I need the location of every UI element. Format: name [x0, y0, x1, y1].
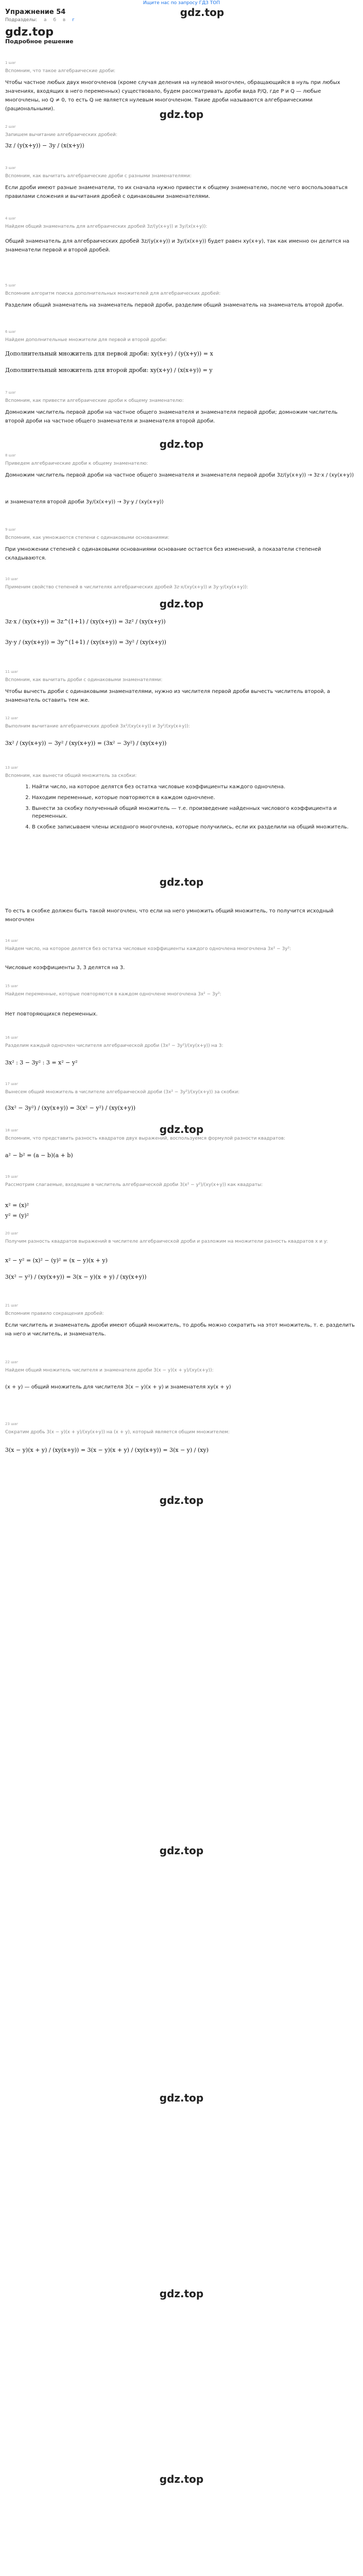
watermark: gdz.top	[159, 1844, 204, 1857]
solution-heading: Подробное решение	[5, 38, 74, 45]
step-label: 3 шаг	[5, 166, 16, 170]
step-label: 22 шаг	[5, 1360, 19, 1364]
step-formula: (3x² − 3y²) / (xy(x+y)) = 3(x² − y²) / (xy(x+y))	[5, 1105, 136, 1111]
step-text: Разделим общий знаменатель на знаменатель первой дроби, разделим общий знаменатель на знаменатель второй дроби.	[5, 302, 344, 308]
step-formula: 3y·y / (xy(x+y)) = 3y^(1+1) / (xy(x+y)) = 3y² / (xy(x+y))	[5, 639, 166, 646]
step-formula: a² − b² = (a − b)(a + b)	[5, 1152, 73, 1159]
step-text: Домножим числитель первой дроби на частное общего знаменателя и знаменателя первой дроби; домножим числитель второй дроби на частное общего знаменателя и знаменателя второй дроби.	[5, 410, 338, 424]
step-text: Общий знаменатель для алгебраических дробей 3z/(y(x+y)) и 3y/(x(x+y)) будет равен xy(x+y), так как именно он делится на знаменатели первой и второй дробей.	[5, 239, 350, 253]
step-text: Чтобы вычесть дроби с одинаковыми знаменателями, нужно из числителя первой дроби вычесть числитель второй, а знаменатель оставить тем же.	[5, 689, 331, 703]
factoring-steps-list	[11, 783, 363, 834]
step-text: При умножении степеней с одинаковыми основаниями основание остается без изменений, а показатели степеней складываются.	[5, 547, 321, 561]
step-desc: Вспомним, как вычитать дроби с одинаковыми знаменателями:	[5, 677, 163, 683]
watermark: gdz.top	[180, 6, 224, 19]
step-formula: x² − y² = (x)² − (y)² = (x − y)(x + y)	[5, 1257, 108, 1264]
search-notice[interactable]: Ищите нас по запросу ГДЗ ТОП	[143, 1, 220, 6]
step-label: 14 шаг	[5, 939, 19, 943]
step-formula: 3(x² − y²) / (xy(x+y)) = 3(x − y)(x + y) / (xy(x+y))	[5, 1274, 147, 1280]
tab-g[interactable]: г	[72, 18, 75, 23]
step-desc: Сократим дробь 3(x − y)(x + y)/(xy(x+y)) на (x + y), который является общим множителем:	[5, 1430, 230, 1435]
step-formula: 3z·x / (xy(x+y)) = 3z^(1+1) / (xy(x+y)) = 3z² / (xy(x+y))	[5, 618, 166, 625]
watermark: gdz.top	[159, 108, 204, 121]
step-label: 6 шаг	[5, 330, 16, 334]
step-desc: Вспомним, как привести алгебраические дроби к общему знаменателю:	[5, 398, 184, 403]
step-formula: 3x² : 3 − 3y² : 3 = x² − y²	[5, 1059, 78, 1066]
tab-b[interactable]: б	[53, 18, 56, 23]
step-desc: Найдем дополнительные множители для первой и второй дроби:	[5, 337, 167, 343]
step-label: 15 шаг	[5, 984, 19, 988]
step-formula: и знаменателя второй дроби 3y/(x(x+y)) → 3y·y / (xy(x+y))	[5, 499, 164, 505]
step-label: 23 шаг	[5, 1422, 19, 1426]
step-label: 7 шаг	[5, 391, 16, 395]
list-item: 3. Вынести за скобку полученный общий множитель — т.е. произведение найденных числового коэффициента и переменных.	[32, 805, 363, 820]
step-desc: Запишем вычитание алгебраических дробей:	[5, 132, 117, 138]
step-desc: Вспомним алгоритм поиска дополнительных множителей для алгебраических дробей:	[5, 291, 221, 296]
step-formula: Дополнительный множитель для второй дроби: xy(x+y) / (x(x+y)) = y	[5, 367, 213, 374]
tab-a[interactable]: а	[44, 18, 47, 23]
step-label: 1 шаг	[5, 61, 16, 65]
step-text: То есть в скобке должен быть такой многочлен, что если на него умножить общий множитель, то получится исходный многочлен	[5, 908, 334, 923]
step-desc: Выполним вычитание алгебраических дробей 3x²/(xy(x+y)) и 3y²/(xy(x+y)):	[5, 724, 190, 729]
step-desc: Вспомним, что такое алгебраические дроби:	[5, 69, 116, 74]
step-desc: Вспомним, как вынести общий множитель за скобки:	[5, 773, 137, 778]
list-item: 4. В скобке записываем члены исходного многочлена, которые получились, если их разделили на общий множитель.	[32, 823, 363, 831]
step-formula: 3(x − y)(x + y) / (xy(x+y)) = 3(x − y)(x + y) / (xy(x+y)) = 3(x − y) / (xy)	[5, 1447, 209, 1453]
step-text: Числовые коэффициенты 3, 3 делятся на 3.	[5, 965, 125, 971]
tab-v[interactable]: в	[62, 18, 66, 23]
step-desc: Найдем общий знаменатель для алгебраических дробей 3z/(y(x+y)) и 3y/(x(x+y)):	[5, 224, 208, 229]
list-item: 2. Находим переменные, которые повторяются в каждом одночлене.	[32, 794, 363, 802]
step-text: Если числитель и знаменатель дроби имеют общий множитель, то дробь можно сократить на этот множитель, т. е. разделить на него и числитель, и знаменатель.	[5, 1323, 355, 1337]
step-text: Нет повторяющихся переменных.	[5, 1011, 98, 1017]
step-desc: Вспомним, как умножаются степени с одинаковыми основаниями:	[5, 535, 169, 540]
step-label: 8 шаг	[5, 453, 16, 457]
watermark: gdz.top	[159, 2287, 204, 2300]
step-desc: Вспомним правило сокращения дробей:	[5, 1311, 104, 1316]
step-formula: Домножим числитель первой дроби на частное общего знаменателя и знаменателя первой дроби 3z/(y(x+y)) → 3z·x / (xy(x+y))	[5, 472, 354, 478]
tabs-label: Подразделы:	[5, 18, 38, 23]
step-label: 10 шаг	[5, 577, 19, 581]
step-desc: Вспомним, что представить разность квадратов двух выражений, воспользуемся формулой разности квадратов:	[5, 1136, 286, 1141]
watermark: gdz.top	[159, 2473, 204, 2485]
step-desc: Найдем число, на которое делятся без остатка числовые коэффициенты каждого одночлена многочлена 3x² − 3y²:	[5, 946, 291, 952]
step-formula: 3z / (y(x+y)) − 3y / (x(x+y))	[5, 142, 84, 149]
step-desc: Получим разность квадратов выражений в числителе алгебраической дроби и разложим на множители разность квадратов x и y:	[5, 1239, 328, 1244]
step-label: 18 шаг	[5, 1128, 19, 1132]
step-label: 21 шаг	[5, 1303, 19, 1308]
step-formula: x² = (x)² y² = (y)²	[5, 1202, 29, 1219]
watermark: gdz.top	[159, 1123, 204, 1136]
watermark: gdz.top	[159, 1494, 204, 1506]
watermark: gdz.top	[159, 2092, 204, 2104]
page-title: Упражнение 54	[5, 8, 66, 16]
step-label: 20 шаг	[5, 1231, 19, 1235]
step-text: Чтобы частное любых двух многочленов (кроме случая деления на нулевой многочлен, обращающийся в нуль при любых значениях, входящих в него переменных) существовало, будем рассматривать дроби вида P/Q, где P и Q — любые многочлены, но Q ≠ 0, то есть Q не является нулевым многочленом. Такие дроби называются алгебраическими (рациональными).	[5, 80, 340, 112]
step-text: Если дроби имеют разные знаменатели, то их сначала нужно привести к общему знаменателю, после чего воспользоваться правилами сложения и вычитания дробей с одинаковыми знаменателями.	[5, 185, 348, 199]
step-label: 4 шаг	[5, 216, 16, 221]
step-desc: Найдем общий множитель числителя и знаменателя дроби 3(x − y)(x + y)/(xy(x+y)):	[5, 1368, 214, 1373]
step-desc: Рассмотрим слагаемые, входящие в числитель алгебраической дроби 3(x² − y²)/(xy(x+y)) как квадраты:	[5, 1182, 263, 1188]
step-label: 9 шаг	[5, 528, 16, 532]
list-item: 1. Найти число, на которое делятся без остатка числовые коэффициенты каждого одночлена.	[32, 783, 363, 791]
watermark: gdz.top	[159, 438, 204, 450]
step-label: 16 шаг	[5, 1036, 19, 1040]
watermark: gdz.top	[159, 876, 204, 888]
step-desc: Разделим каждый одночлен числителя алгебраической дроби (3x² − 3y²)/(xy(x+y)) на 3:	[5, 1043, 223, 1048]
step-label: 2 шаг	[5, 125, 16, 129]
step-label: 13 шаг	[5, 766, 19, 770]
step-desc: Приведем алгебраические дроби к общему знаменателю:	[5, 461, 148, 466]
step-desc: Вынесем общий множитель в числителе алгебраической дроби (3x² − 3y²)/(xy(x+y)) за скобки:	[5, 1090, 240, 1095]
step-formula: 3x² / (xy(x+y)) − 3y² / (xy(x+y)) = (3x² − 3y²) / (xy(x+y))	[5, 740, 167, 747]
brand-logo: gdz.top	[5, 26, 54, 39]
step-text: (x + y) — общий множитель для числителя 3(x − y)(x + y) и знаменателя xy(x + y)	[5, 1384, 231, 1390]
watermark: gdz.top	[159, 598, 204, 610]
step-label: 12 шаг	[5, 716, 19, 720]
step-label: 19 шаг	[5, 1175, 19, 1179]
step-label: 11 шаг	[5, 670, 19, 674]
step-label: 5 шаг	[5, 283, 16, 287]
step-desc: Вспомним, как вычитать алгебраические дроби с разными знаменателями:	[5, 174, 192, 179]
step-desc: Применим свойство степеней в числителях алгебраических дробей 3z·x/(xy(x+y)) и 3y·y/(xy(x+y)):	[5, 585, 248, 590]
step-desc: Найдем переменные, которые повторяются в каждом одночлене многочлена 3x² − 3y²:	[5, 992, 221, 997]
step-formula: Дополнительный множитель для первой дроби: xy(x+y) / (y(x+y)) = x	[5, 350, 213, 357]
step-label: 17 шаг	[5, 1082, 19, 1086]
